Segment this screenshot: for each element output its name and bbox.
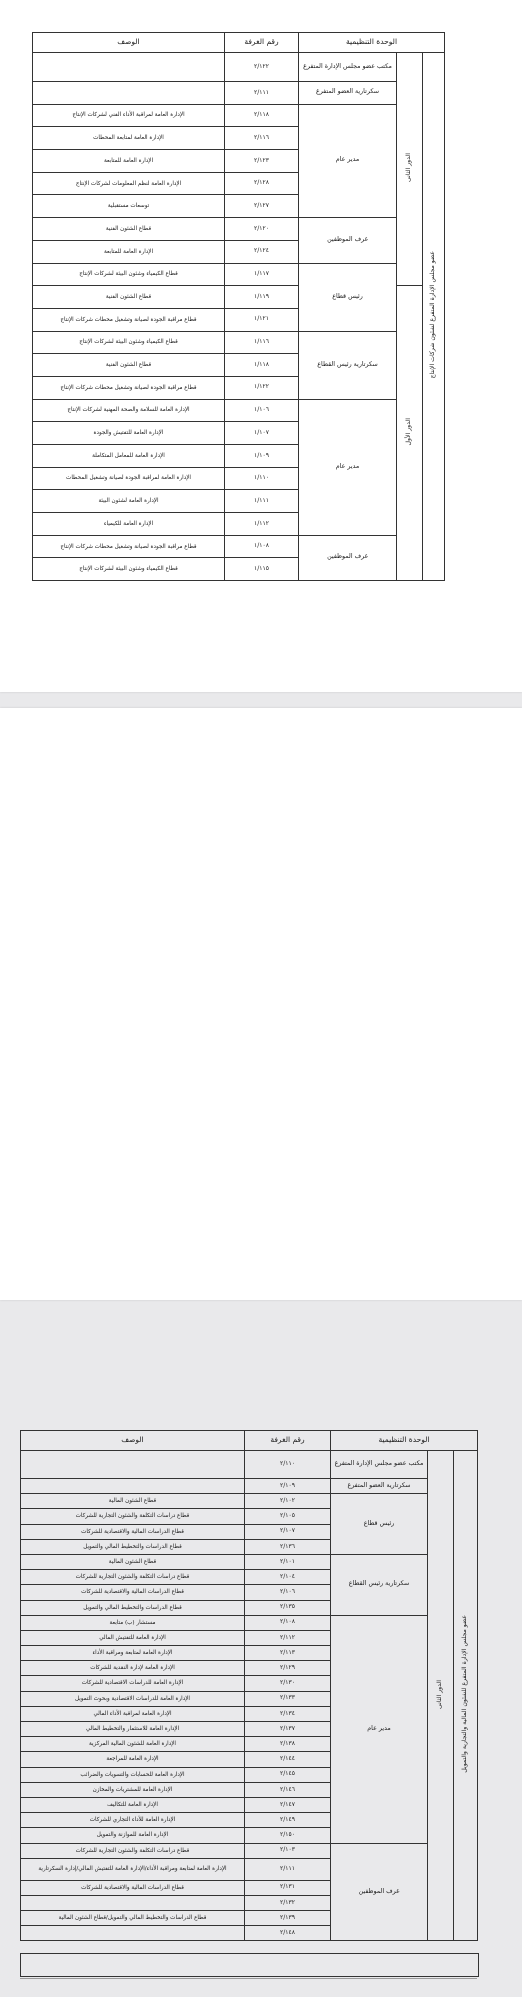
room-number: ٢/١١١ [245,1858,331,1880]
table-row [21,1554,478,1569]
floor-label: الدور الثانى [405,153,413,183]
room-number: ١/١١٦ [225,331,299,354]
unit-cell: سكرتارية رئيس القطاع [299,331,397,399]
room-description: الإدارة العامة لشئون البيئة [33,490,225,513]
room-description: قطاع الشئون المالية [21,1554,245,1569]
room-number: ٢/١٢٤ [225,240,299,263]
room-description [21,1895,245,1910]
room-description: قطاع مراقبة الجودة لصيانة وتشغيل محطات شركات الإنتاج [33,308,225,331]
room-number: ٢/١٠٧ [245,1524,331,1539]
floor-cell [397,286,423,581]
room-number: ٢/١٣٢ [245,1895,331,1910]
room-number: ٢/١٢٧ [225,195,299,218]
unit-cell: غرف الموظفين [299,218,397,263]
room-description: قطاع الكيمياء وشئون البيئة لشركات الإنتاج [33,331,225,354]
room-description: الإدارة العامة للأداء التجاري للشركات [21,1813,245,1828]
header-description: الوصف [33,33,225,53]
room-description: الإدارة العامة للمشتريات والمخازن [21,1782,245,1797]
unit-cell: مدير عام [331,1615,428,1843]
table-row [21,1479,478,1494]
room-number: ١/١١٩ [225,286,299,309]
room-number: ٢/١٢٣ [225,150,299,173]
room-table-production [32,32,445,581]
sector-label: عضو مجلس الإدارة المتفرغ للشئون المالية والتجارية والتمويل [461,1615,469,1774]
room-number: ٢/١٢٨ [225,172,299,195]
room-description: الإدارة العامة للمراجعة [21,1752,245,1767]
room-description: الإدارة العامة للمتابعة [33,240,225,263]
room-number: ١/١٠٩ [225,445,299,468]
table-footer-box [20,1953,479,1977]
room-description: الإدارة العامة للحسابات والتسويات والضرائب [21,1767,245,1782]
room-number: ١/١٢٢ [225,376,299,399]
table-row [33,331,445,354]
table-row [33,104,445,127]
room-table-finance [20,1430,478,1941]
sector-label: عضو مجلس الإدارة المتفرغ لشئون شركات الإنتاج [429,251,437,379]
unit-cell: رئيس قطاع [331,1494,428,1555]
room-number: ١/١١١ [225,490,299,513]
room-number: ١/١١٠ [225,467,299,490]
room-description: الإدارة العامة للسلامة والصحة المهنية لشركات الإنتاج [33,399,225,422]
room-description: قطاع الدراسات المالية والاقتصادية للشركات [21,1880,245,1895]
room-description: قطاع مراقبة الجودة لصيانة وتشغيل محطات شركات الإنتاج [33,376,225,399]
room-description: الإدارة العامة للتفتيش والجودة [33,422,225,445]
room-number: ٢/١٣٥ [245,1600,331,1615]
unit-cell: مكتب عضو مجلس الإدارة المتفرغ [331,1451,428,1479]
floor-label: الدور الأول [405,417,413,446]
room-description: الإدارة العامة للتكاليف [21,1797,245,1812]
unit-cell: غرف الموظفين [299,535,397,580]
room-number: ٢/١٤٧ [245,1797,331,1812]
room-number: ٢/١٠٥ [245,1509,331,1524]
table-row [33,399,445,422]
room-description: قطاع الشئون الفنية [33,286,225,309]
unit-cell: مدير عام [299,399,397,535]
document-page-2 [0,708,522,1937]
room-number: ٢/١٣٦ [245,1539,331,1554]
room-number: ١/١٠٨ [225,535,299,558]
table-row [21,1843,478,1858]
room-number: ٢/١١١ [225,82,299,105]
room-description: قطاع الدراسات والتخطيط المالي والتمويل/قطاع الشئون المالية [21,1911,245,1926]
room-description: الإدارة العامة لنظم المعلومات لشركات الإنتاج [33,172,225,195]
room-description: قطاع الدراسات والتخطيط المالي والتمويل [21,1600,245,1615]
room-description: الإدارة العامة لمراقبة الأداء المالي [21,1706,245,1721]
room-number: ٢/١٥٠ [245,1828,331,1843]
room-description [33,53,225,82]
room-description: توسعات مستقبلية [33,195,225,218]
room-number: ١/١٢١ [225,308,299,331]
table-row [33,53,445,82]
header-unit: الوحدة التنظيمية [299,33,445,53]
table-row [33,82,445,105]
room-number: ٢/١٣٨ [245,1737,331,1752]
room-description: الإدارة العامة لمتابعة ومراقبة الأداء [21,1646,245,1661]
sector-cell [423,53,445,581]
room-description: قطاع الكيمياء وشئون البيئة لشركات الإنتاج [33,558,225,581]
room-description: الإدارة العامة للدراسات الاقتصادية وبحوث التمويل [21,1691,245,1706]
room-description: الإدارة العامة للشئون المالية المركزية [21,1737,245,1752]
table-row [21,1615,478,1630]
table-row [21,1494,478,1509]
unit-cell: مكتب عضو مجلس الإدارة المتفرغ [299,53,397,82]
room-description [21,1926,245,1941]
floor-label: الدور الثانى [436,1679,444,1709]
table-row [33,535,445,558]
room-number: ٢/١٣٤ [245,1706,331,1721]
unit-cell: مدير عام [299,104,397,217]
room-number: ٢/١١٨ [225,104,299,127]
room-description: الإدارة العامة للدراسات الاقتصادية للشركات [21,1676,245,1691]
header-room: رقم الغرفة [225,33,299,53]
document-page-1 [0,0,522,692]
sector-cell [454,1451,478,1941]
room-number: ٢/١٣٩ [245,1911,331,1926]
room-description: قطاع الشئون المالية [21,1494,245,1509]
room-description: قطاع الشئون الفنية [33,354,225,377]
room-number: ٢/١٣١ [245,1880,331,1895]
room-number: ٢/١٤٤ [245,1752,331,1767]
room-number: ٢/١٠٤ [245,1570,331,1585]
room-number: ٢/١٠١ [245,1554,331,1569]
header-unit: الوحدة التنظيمية [331,1431,478,1451]
room-number: ٢/١١٣ [245,1646,331,1661]
room-description: الإدارة العامة للمعامل المتكاملة [33,445,225,468]
room-number: ٢/١٤٥ [245,1767,331,1782]
room-description: مستشار (ب) متابعة [21,1615,245,1630]
room-description: الإدارة العامة للموازنة والتمويل [21,1828,245,1843]
room-number: ٢/١٠٨ [245,1615,331,1630]
room-description: قطاع دراسات التكلفة والشئون التجارية للشركات [21,1843,245,1858]
room-description: قطاع الدراسات والتخطيط المالي والتمويل [21,1539,245,1554]
unit-cell: سكرتارية العضو المتفرغ [299,82,397,105]
room-description: قطاع دراسات التكلفة والشئون التجارية للشركات [21,1509,245,1524]
room-description: الإدارة العامة لمتابعة المحطات [33,127,225,150]
room-description: الإدارة العامة للكيمياء [33,513,225,536]
room-number: ٢/١١٠ [245,1451,331,1479]
room-number: ٢/١٤٨ [245,1926,331,1941]
room-number: ١/١٠٧ [225,422,299,445]
unit-cell: غرف الموظفين [331,1843,428,1941]
floor-cell [428,1451,454,1941]
header-room: رقم الغرفة [245,1431,331,1451]
table-row [33,218,445,241]
room-description: الإدارة العامة لمراقبة الأداء الفني لشركات الإنتاج [33,104,225,127]
table-row [21,1451,478,1479]
floor-cell [397,53,423,286]
room-number: ٢/١٤٩ [245,1813,331,1828]
room-number: ٢/١٠٦ [245,1585,331,1600]
room-number: ٢/١١٢ [245,1630,331,1645]
room-number: ٢/١٣٧ [245,1722,331,1737]
room-description: قطاع دراسات التكلفة والشئون التجارية للشركات [21,1570,245,1585]
table-footer-line [20,1978,477,1997]
room-number: ٢/١٠٣ [245,1843,331,1858]
room-number: ٢/١٢٩ [245,1661,331,1676]
header-description: الوصف [21,1431,245,1451]
room-description: الإدارة العامة لمراقبة الجودة لصيانة وتشغيل المحطات [33,467,225,490]
room-description: الإدارة العامة لمتابعة ومراقبة الأداء/الإدارة العامة للتفتيش المالي/إدارة السكرتارية [21,1858,245,1880]
unit-cell: رئيس قطاع [299,263,397,331]
room-description: قطاع الكيمياء وشئون البيئة لشركات الإنتاج [33,263,225,286]
room-number: ٢/١٢٠ [225,218,299,241]
room-description: الإدارة العامة للاستثمار والتخطيط المالي [21,1722,245,1737]
room-description [21,1451,245,1479]
room-number: ١/١١٨ [225,354,299,377]
room-number: ٢/١٢٢ [225,53,299,82]
room-number: ١/١١٢ [225,513,299,536]
room-description: قطاع مراقبة الجودة لصيانة وتشغيل محطات شركات الإنتاج [33,535,225,558]
room-number: ٢/١١٦ [225,127,299,150]
room-number: ٢/١٠٩ [245,1479,331,1494]
room-description: قطاع الشئون الفنية [33,218,225,241]
room-number: ١/١١٧ [225,263,299,286]
room-description: الإدارة العامة لإدارة النقدية للشركات [21,1661,245,1676]
room-number: ٢/١٠٢ [245,1494,331,1509]
room-description: قطاع الدراسات المالية والاقتصادية للشركات [21,1585,245,1600]
unit-cell: سكرتارية العضو المتفرغ [331,1479,428,1494]
room-description: الإدارة العامة للمتابعة [33,150,225,173]
table-row [33,263,445,286]
room-number: ١/١١٥ [225,558,299,581]
room-description [33,82,225,105]
room-number: ١/١٠٦ [225,399,299,422]
room-description [21,1479,245,1494]
room-description: الإدارة العامة للتفتيش المالي [21,1630,245,1645]
room-description: قطاع الدراسات المالية والاقتصادية للشركات [21,1524,245,1539]
room-number: ٢/١٤٦ [245,1782,331,1797]
room-number: ٢/١٣٠ [245,1676,331,1691]
unit-cell: سكرتارية رئيس القطاع [331,1554,428,1615]
room-number: ٢/١٣٣ [245,1691,331,1706]
